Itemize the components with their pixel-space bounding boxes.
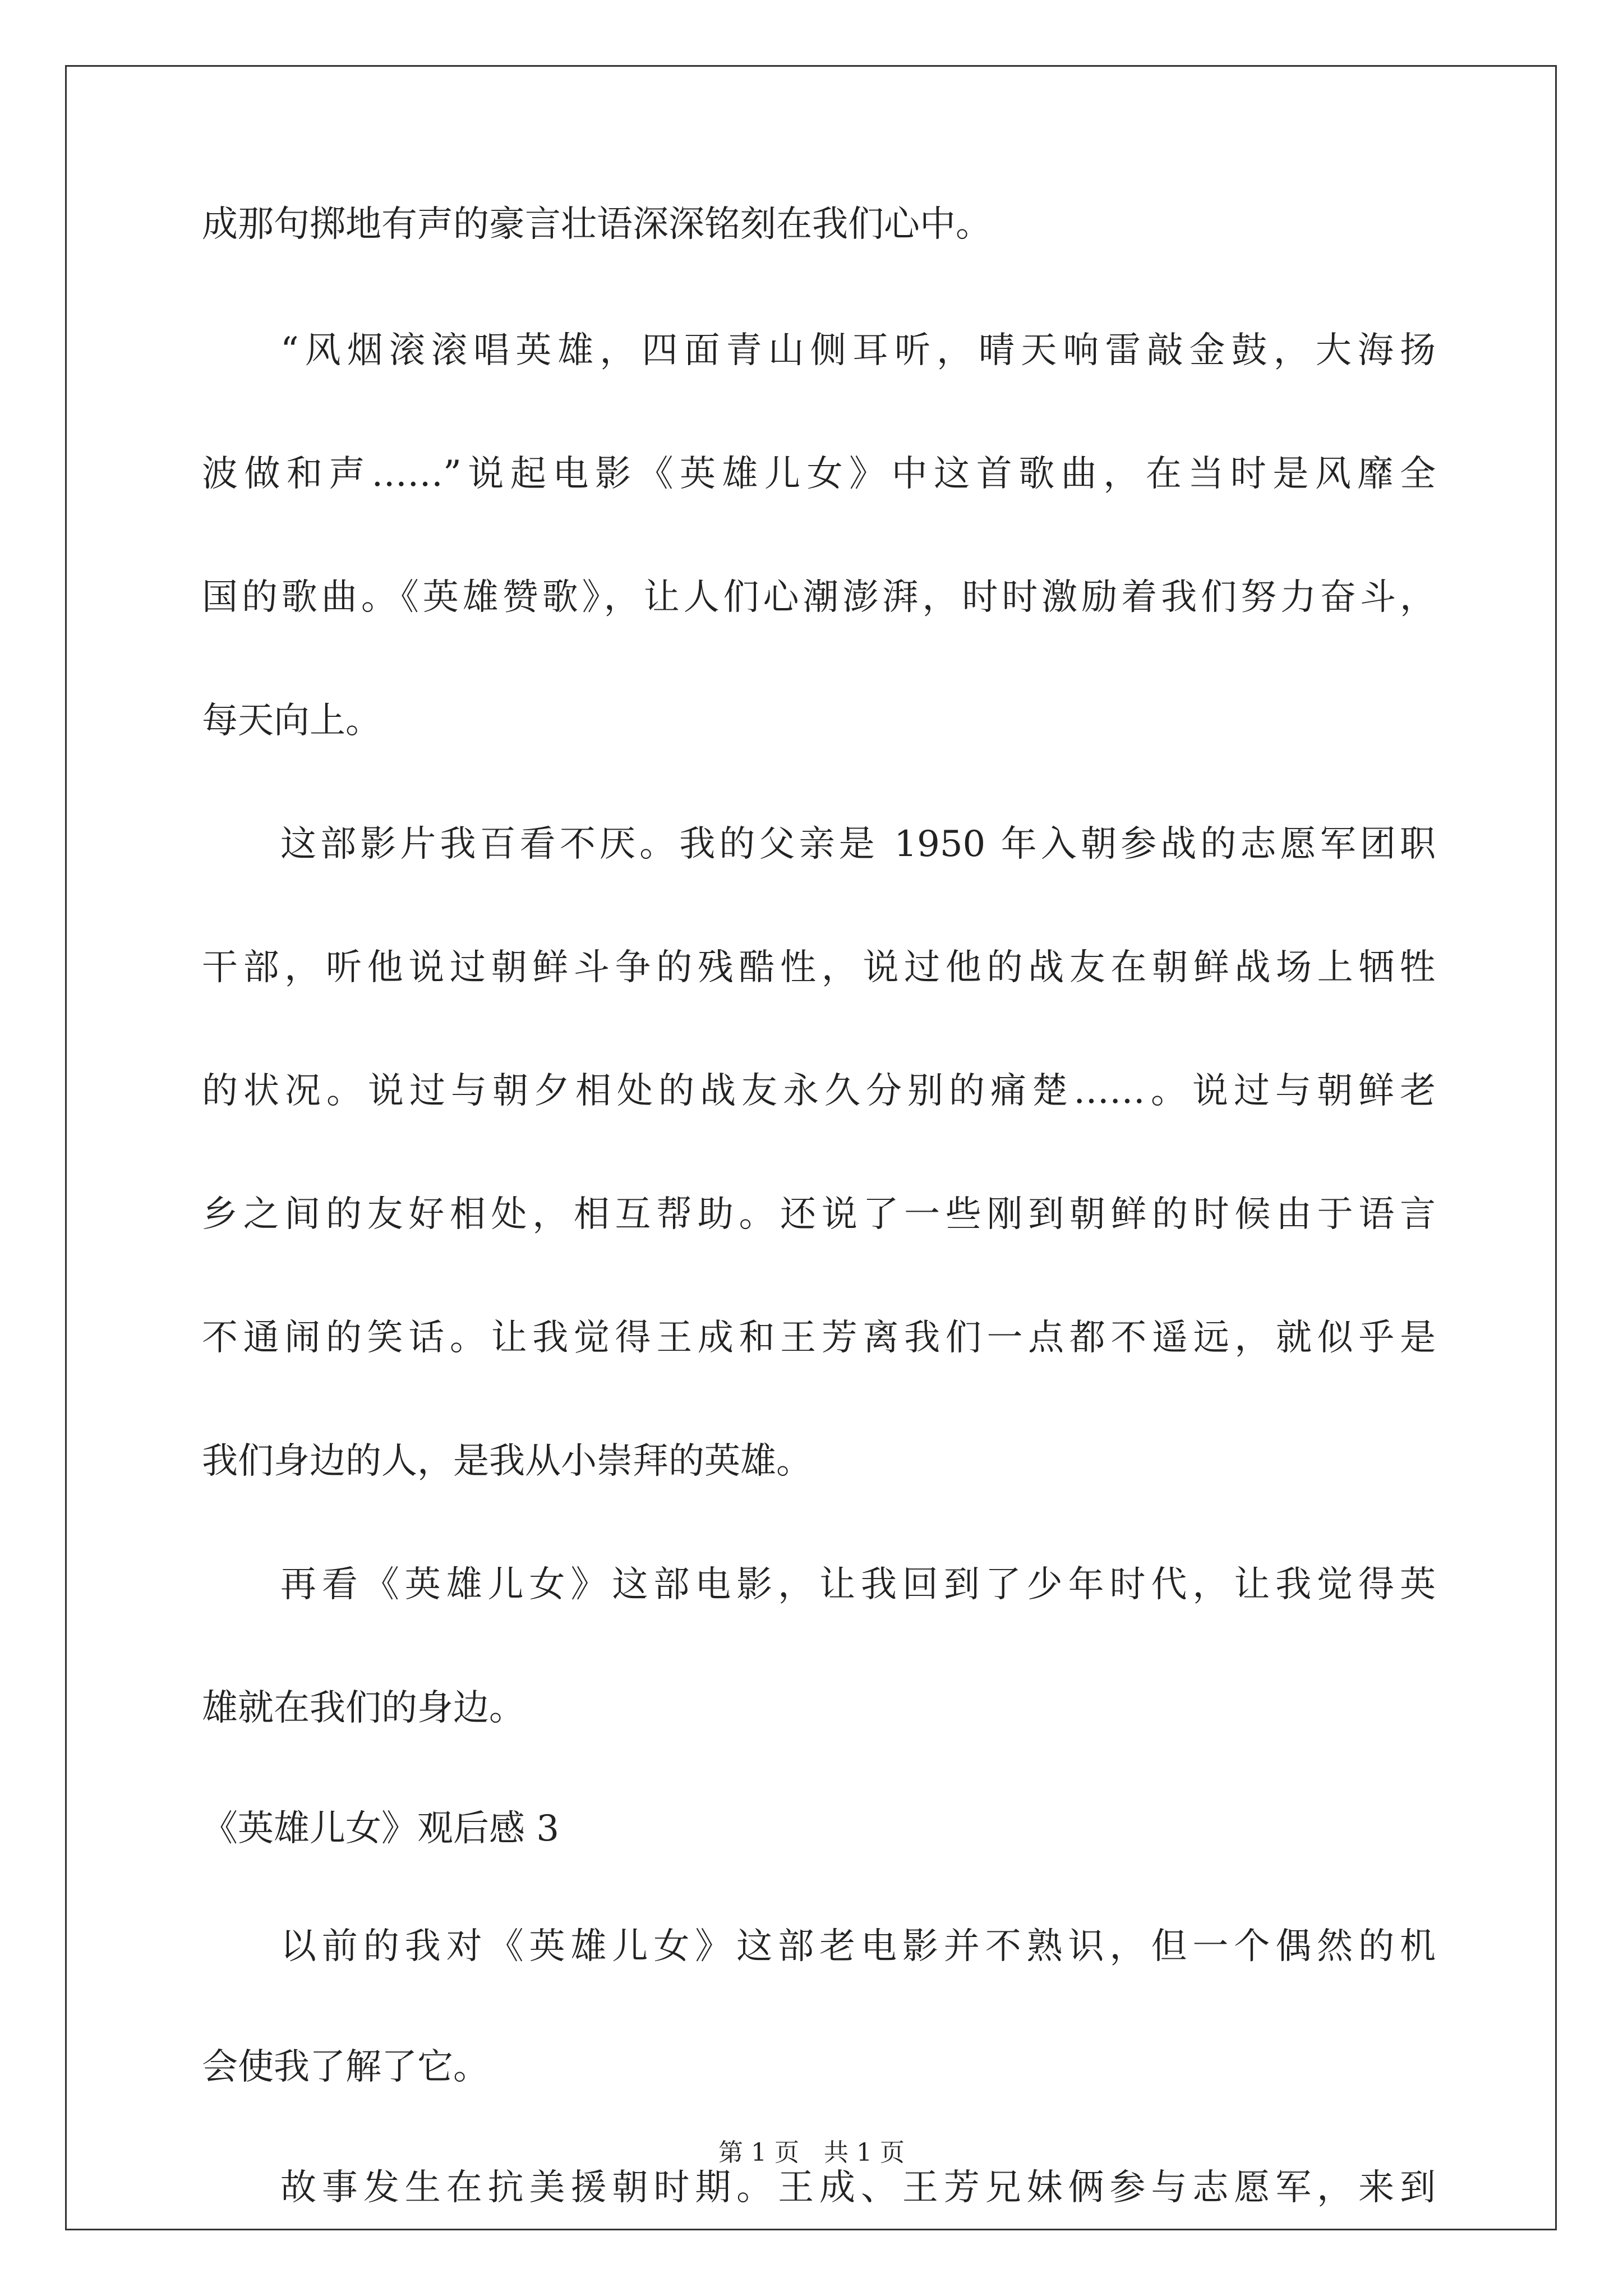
text-line: 乡之间的友好相处，相互帮助。还说了一些刚到朝鲜的时候由于语言 bbox=[202, 1194, 1436, 1235]
text-line: 再看《英雄儿女》这部电影，让我回到了少年时代，让我觉得英 bbox=[280, 1564, 1436, 1605]
text-line: “风烟滚滚唱英雄，四面青山侧耳听，晴天响雷敲金鼓，大海扬 bbox=[280, 330, 1436, 371]
text-line: 故事发生在抗美援朝时期。王成、王芳兄妹俩参与志愿军，来到 bbox=[280, 2167, 1436, 2208]
text-line: 成那句掷地有声的豪言壮语深深铭刻在我们心中。 bbox=[202, 204, 992, 245]
text-line: 雄就在我们的身边。 bbox=[202, 1687, 525, 1729]
section-heading: 《英雄儿女》观后感 3 bbox=[202, 1808, 560, 1849]
text-line: 波做和声……”说起电影《英雄儿女》中这首歌曲，在当时是风靡全 bbox=[202, 453, 1436, 495]
page-number-footer: 第 1 页 共 1 页 bbox=[718, 2138, 905, 2167]
text-line: 国的歌曲。《英雄赞歌》，让人们心潮澎湃，时时激励着我们努力奋斗， bbox=[202, 577, 1436, 618]
text-line: 每天向上。 bbox=[202, 700, 381, 742]
text-line: 我们身边的人，是我从小崇拜的英雄。 bbox=[202, 1441, 812, 1482]
text-line: 不通闹的笑话。让我觉得王成和王芳离我们一点都不遥远，就似乎是 bbox=[202, 1317, 1436, 1359]
text-line: 以前的我对《英雄儿女》这部老电影并不熟识，但一个偶然的机 bbox=[280, 1926, 1436, 1967]
text-line: 这部影片我百看不厌。我的父亲是 1950 年入朝参战的志愿军团职 bbox=[280, 823, 1436, 865]
text-line: 干部，听他说过朝鲜斗争的残酷性，说过他的战友在朝鲜战场上牺牲 bbox=[202, 947, 1436, 988]
page-border bbox=[65, 65, 1557, 2230]
text-line: 的状况。说过与朝夕相处的战友永久分别的痛楚……。说过与朝鲜老 bbox=[202, 1070, 1436, 1112]
text-line: 会使我了解了它。 bbox=[202, 2046, 489, 2088]
